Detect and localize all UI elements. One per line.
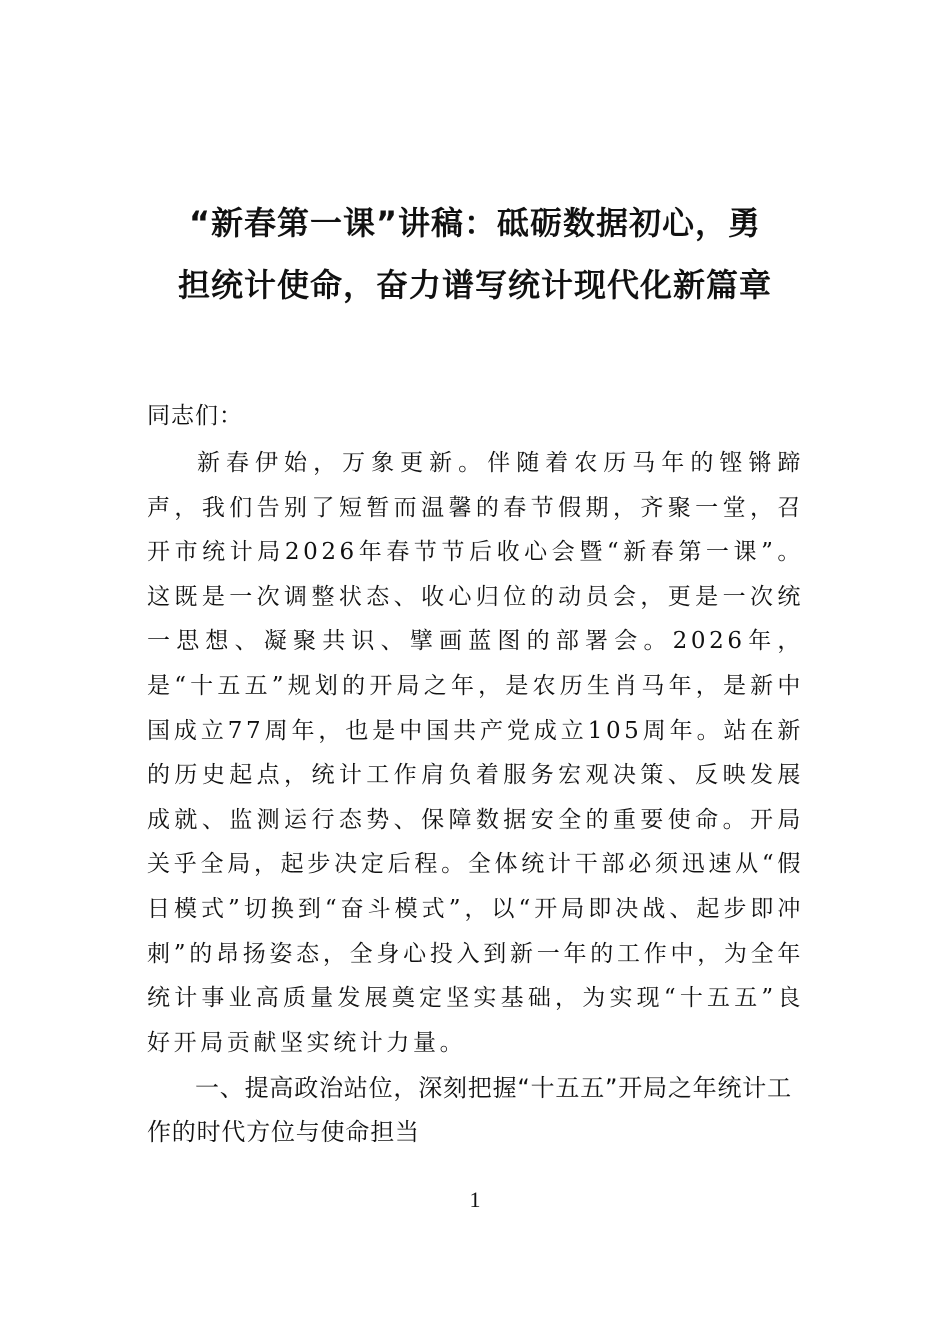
title-line-2: 担统计使命，奋力谱写统计现代化新篇章 xyxy=(177,266,772,304)
paragraph-1: 新春伊始，万象更新。伴随着农历马年的铿锵蹄声，我们告别了短暂而温馨的春节假期，齐聚一堂，召开市统计局2026年春节节后收心会暨“新春第一课”。这既是一次调整状态、收心归位的动员会，更是一次统一思想、凝聚共识、擘画蓝图的部署会。2026年，是“十五五”规划的开局之年，是农历生肖马年，是新中国成立77周年，也是中国共产党成立105周年。站在新的历史起点，统计工作肩负着服务宏观决策、反映发展成就、监测运行态势、保障数据安全的重要使命。开局关乎全局，起步决定后程。全体统计干部必须迅速从“假日模式”切换到“奋斗模式”，以“开局即决战、起步即冲刺”的昂扬姿态，全身心投入到新一年的工作中，为全年统计事业高质量发展奠定坚实基础，为实现“十五五”良好开局贡献坚实统计力量。 xyxy=(147,450,804,1056)
section-heading-1: 一、提高政治站位，深刻把握“十五五”开局之年统计工作的时代方位与使命担当 xyxy=(147,1074,792,1146)
page-number: 1 xyxy=(469,1187,481,1212)
salutation: 同志们： xyxy=(147,403,243,429)
title-line-1: “新春第一课”讲稿：砥砺数据初心，勇 xyxy=(188,204,762,242)
document-title xyxy=(145,192,805,316)
